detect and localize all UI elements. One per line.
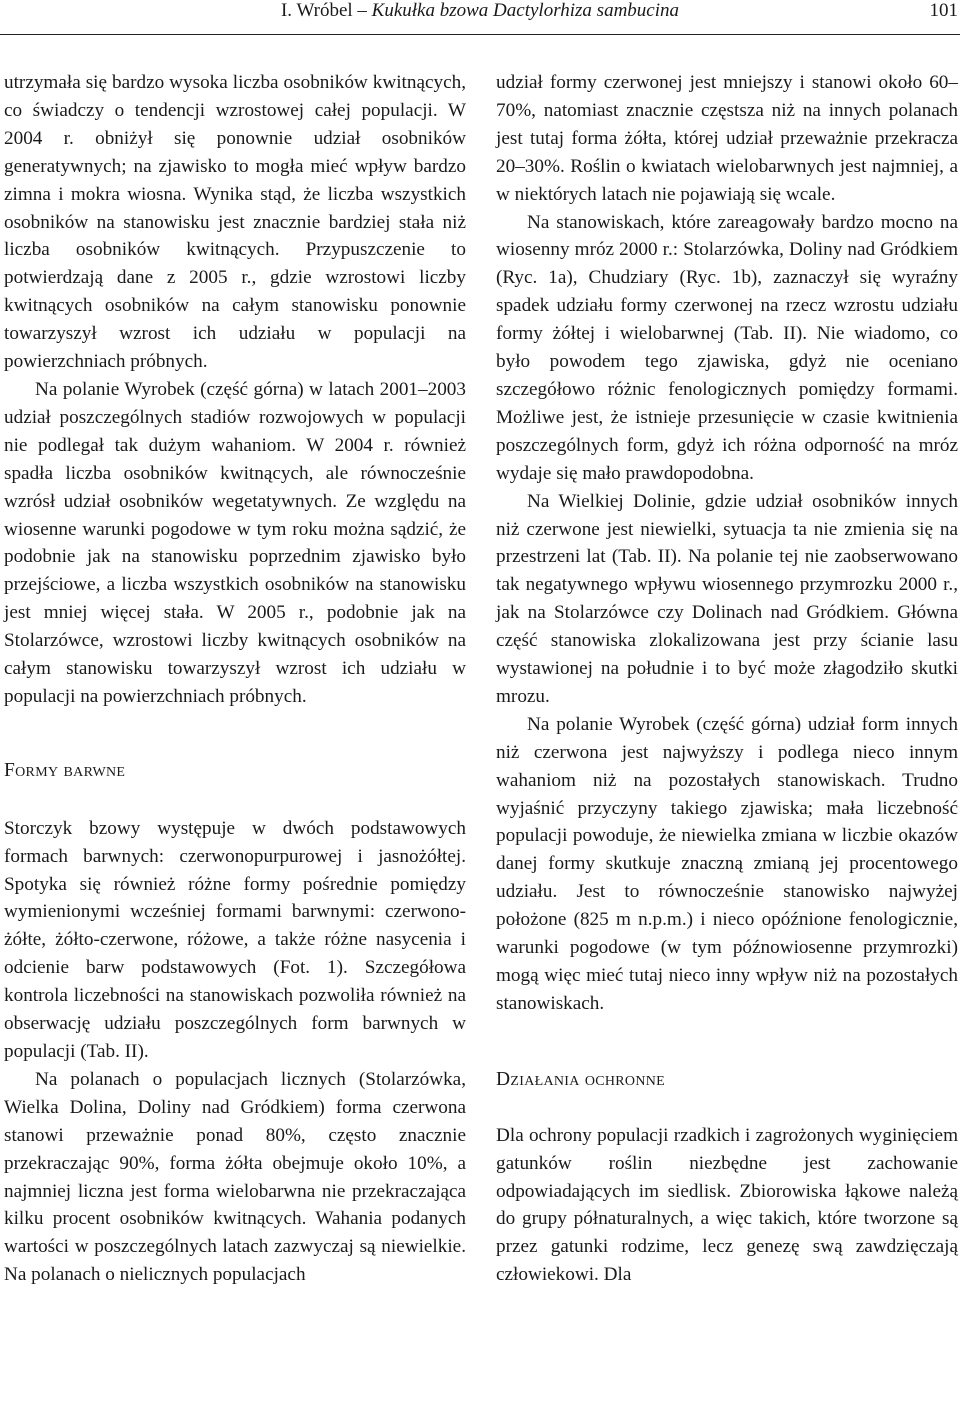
running-header bbox=[0, 0, 960, 30]
header-rule bbox=[0, 34, 960, 35]
right-paragraph-1: udział formy czerwonej jest mniejszy i stanowi około 60–70%, natomiast znacznie częstsza niż na innych polanach jest tutaj forma żółta, której udział przeważnie przekracza 20–30%. Roślin o kwiatach wielobarwnych jest najmniej, a w niektórych latach nie pojawiają się wcale. bbox=[496, 72, 958, 205]
left-paragraph-4: Na polanach o populacjach licznych (Stolarzówka, Wielka Dolina, Doliny nad Gródkiem) forma czerwona stanowi przeważnie ponad 80%, często znacznie przekraczając 90%, forma żółta obejmuje około 10%, a najmniej liczna jest forma wielobarwna nie przekraczająca kilku procent osobników kwitnących. Wahania podanych wartości w poszczególnych latach zazwyczaj są niewielkie. Na polanach o nielicznych populacjach bbox=[4, 1068, 466, 1286]
header-author: I. Wróbel – bbox=[280, 0, 367, 21]
right-column bbox=[496, 69, 958, 1289]
right-paragraph-2: Na stanowiskach, które zareagowały bardzo mocno na wiosenny mróz 2000 r.: Stolarzówka, Doliny nad Gródkiem (Ryc. 1a), Chudziary (Ryc. 1b), zaznaczył się wyraźny spadek udziału formy czerwonej na rzecz wzrostu udziału formy żółtej i wielobarwnej (Tab. II). Nie wiadomo, co było powodem tego zjawiska, gdyż nie oceniano szczegółowo różnic fenologicznych pomiędzy formami. Możliwe jest, że istnieje przesunięcie w czasie kwitnienia poszczególnych form, gdyż ich różna odporność na mróz wydaje się mało prawdopodobna. bbox=[496, 211, 958, 484]
running-title bbox=[0, 0, 960, 22]
left-column bbox=[4, 69, 466, 1289]
left-paragraph-2: Na polanie Wyrobek (część górna) w latach 2001–2003 udział poszczególnych stadiów rozwojowych w populacji nie podlegał tak dużym wahaniom. W 2004 r. również spadła liczba osobników kwitnących, ale równocześnie wzrósł udział osobników wegetatywnych. Ze względu na wiosenne warunki pogodowe w tym roku można sądzić, że podobnie jak na stanowisku poprzednim zjawisko było przejściowe, a liczba wszystkich osobników na stanowisku jest mniej więcej stała. W 2005 r., podobnie jak na Stolarzówce, wzrostowi liczby kwitnących osobników na całym stanowisku towarzyszył wzrost ich udziału w populacji na powierzchniach próbnych. bbox=[4, 378, 466, 707]
right-paragraph-5: Dla ochrony populacji rzadkich i zagrożonych wyginięciem gatunków roślin niezbędne jest zachowanie odpowiadających im siedlisk. Zbiorowiska łąkowe należą do grupy półnaturalnych, a więc takich, które tworzone są przez gatunki rodzime, lecz genezę swą zawdzięczają człowiekowi. Dla bbox=[496, 1124, 958, 1286]
right-paragraph-3: Na Wielkiej Dolinie, gdzie udział osobników innych niż czerwone jest niewielki, sytuacja ta nie zmienia się na przestrzeni lat (Tab. II). Na polanie tej nie zaobserwowano tak negatywnego wpływu wiosennego przymrozku 2000 r., jak na Stolarzówce czy Dolinach nad Gródkiem. Główna część stanowiska zlokalizowana jest przy ścianie lasu wystawionej na południe i to być może złagodziło skutki mrozu. bbox=[496, 490, 958, 707]
section-heading-color-forms: Formy barwne bbox=[4, 759, 126, 781]
left-paragraph-3: Storczyk bzowy występuje w dwóch podstawowych formach barwnych: czerwonopurpurowej i jasnożółtej. Spotyka się również różne formy pośrednie pomiędzy wymienionymi wcześniej formami barwnymi: czerwono-żółte, żółto-czerwone, różowe, a także różne nasycenia i odcienie barw podstawowych (Fot. 1). Szczegółowa kontrola liczebności na stanowiskach pozwoliła również na obserwację udziału poszczególnych form barwnych w populacji (Tab. II). bbox=[4, 817, 466, 1062]
left-paragraph-1: utrzymała się bardzo wysoka liczba osobników kwitnących, co świadczy o tendencji wzrostowej całej populacji. W 2004 r. obniżył się ponownie udział osobników generatywnych; na zjawisko to mogła mieć wpływ bardzo zimna i mokra wiosna. Wynika stąd, że liczba wszystkich osobników na stanowisku jest znacznie bardziej stała niż liczba osobników kwitnących. Przypuszczenie to potwierdzają dane z 2005 r., gdzie wzrostowi liczby kwitnących osobników na całym stanowisku ponownie towarzyszył wzrost ich udziału w populacji na powierzchniach próbnych. bbox=[4, 72, 466, 373]
header-article-title: Kukułka bzowa Dactylorhiza sambucina bbox=[371, 0, 680, 21]
right-paragraph-4: Na polanie Wyrobek (część górna) udział form innych niż czerwona jest najwyższy i podlega nieco innym wahaniom niż na pozostałych stanowiskach. Trudno wyjaśnić przyczyny takiego zjawiska; mała liczebność populacji powoduje, że niewielka zmiana w liczbie okazów danej formy skutkuje znaczną zmianą jej procentowego udziału. Jest to równocześnie stanowisko najwyżej położone (825 m n.p.m.) i nieco opóźnione fenologicznie, warunki pogodowe (w tym późnowiosenne przymrozki) mogą więc mieć tutaj nieco inny wpływ niż na pozostałych stanowiskach. bbox=[496, 713, 958, 1014]
section-heading-protection: Działania ochronne bbox=[496, 1068, 666, 1090]
page-number: 101 bbox=[929, 0, 958, 21]
